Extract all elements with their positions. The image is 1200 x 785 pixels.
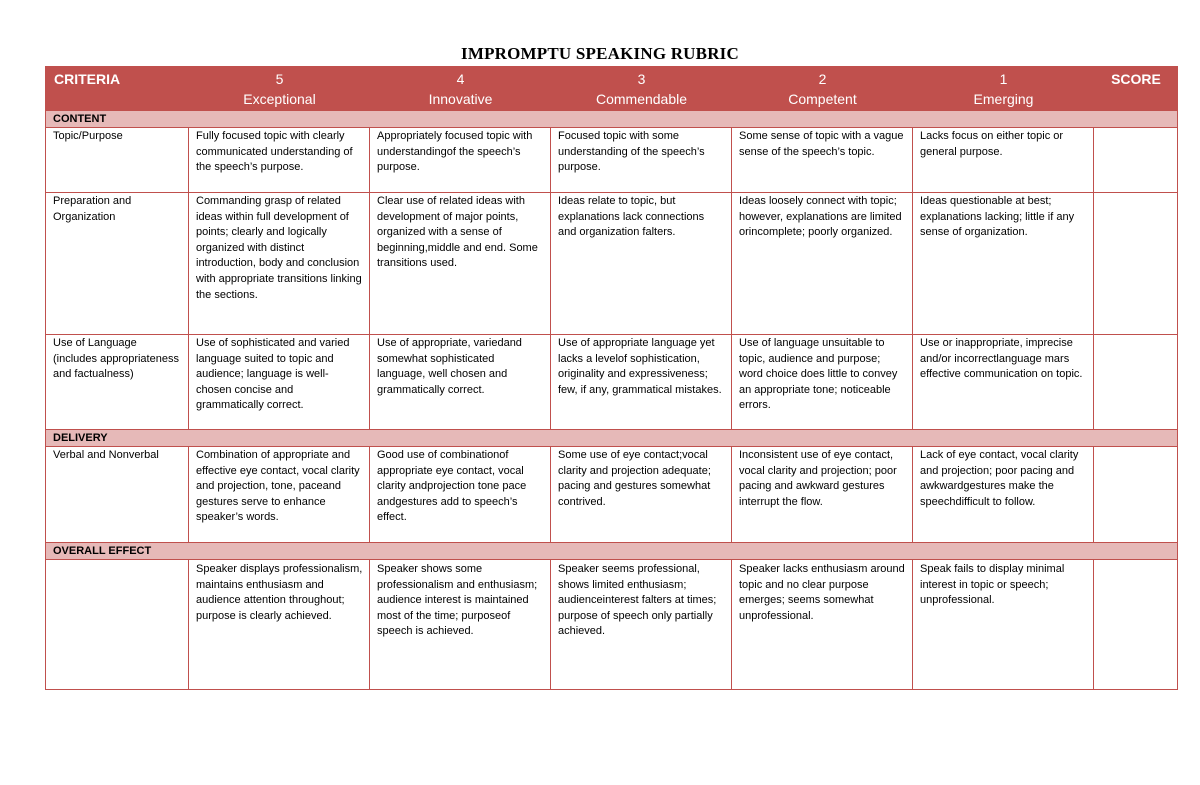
rubric-cell-level-4: Use of appropriate, variedand somewhat sophisticated language, well chosen and grammatically correct. — [370, 335, 551, 430]
header-row — [46, 67, 1178, 111]
rubric-cell-level-3: Focused topic with some understanding of the speech’s purpose. — [551, 128, 732, 193]
rubric-cell-level-1: Speak fails to display minimal interest in topic or speech; unprofessional. — [913, 560, 1094, 690]
criteria-cell: Preparation and Organization — [46, 193, 189, 335]
level-4-number: 4 — [456, 71, 465, 87]
rubric-cell-level-3: Ideas relate to topic, but explanations lack connections and organization falters. — [551, 193, 732, 335]
rubric-cell-level-1: Lack of eye contact, vocal clarity and projection; poor pacing and awkwardgestures make the speechdifficult to follow. — [913, 447, 1094, 543]
table-row-use-of-language — [46, 335, 1178, 430]
rubric-cell-level-5: Combination of appropriate and effective eye contact, vocal clarity and projection, tone, paceand gestures serve to enhance speaker’s words. — [189, 447, 370, 543]
criteria-header: CRITERIA — [46, 67, 189, 111]
section-label-delivery: DELIVERY — [46, 430, 1178, 447]
section-row-delivery — [46, 430, 1178, 447]
level-3-number: 3 — [637, 71, 646, 87]
level-1-name: Emerging — [973, 91, 1034, 107]
score-cell[interactable] — [1094, 193, 1178, 335]
rubric-cell-level-4: Appropriately focused topic with understandingof the speech’s purpose. — [370, 128, 551, 193]
score-cell[interactable] — [1094, 447, 1178, 543]
rubric-cell-level-2: Ideas loosely connect with topic; however, explanations are limited orincomplete; poorly organized. — [732, 193, 913, 335]
level-3-header — [551, 67, 732, 111]
rubric-cell-level-2: Some sense of topic with a vague sense of the speech’s topic. — [732, 128, 913, 193]
section-label-content: CONTENT — [46, 111, 1178, 128]
rubric-cell-level-1: Use or inappropriate, imprecise and/or incorrectlanguage mars effective communication on topic. — [913, 335, 1094, 430]
rubric-cell-level-2: Speaker lacks enthusiasm around topic and no clear purpose emerges; seems somewhat unprofessional. — [732, 560, 913, 690]
rubric-table — [45, 66, 1178, 690]
score-cell[interactable] — [1094, 335, 1178, 430]
level-1-number: 1 — [999, 71, 1008, 87]
level-5-number: 5 — [275, 71, 284, 87]
score-cell[interactable] — [1094, 128, 1178, 193]
section-row-overall-effect — [46, 543, 1178, 560]
level-2-number: 2 — [818, 71, 827, 87]
table-row-verbal-nonverbal — [46, 447, 1178, 543]
level-2-header — [732, 67, 913, 111]
criteria-cell: Topic/Purpose — [46, 128, 189, 193]
level-3-name: Commendable — [595, 91, 688, 107]
level-5-header — [189, 67, 370, 111]
rubric-cell-level-5: Commanding grasp of related ideas within full development of points; clearly and logically organized with distinct introduction, body and conclusion with appropriate transitions linking the sections. — [189, 193, 370, 335]
criteria-cell: Use of Language (includes appropriateness and factualness) — [46, 335, 189, 430]
table-row-overall-effect — [46, 560, 1178, 690]
level-1-header — [913, 67, 1094, 111]
section-row-content — [46, 111, 1178, 128]
level-5-name: Exceptional — [243, 91, 316, 107]
page-title: IMPROMPTU SPEAKING RUBRIC — [461, 44, 739, 63]
rubric-cell-level-3: Some use of eye contact;vocal clarity and projection adequate; pacing and gestures somewhat contrived. — [551, 447, 732, 543]
level-4-name: Innovative — [428, 91, 493, 107]
rubric-cell-level-5: Speaker displays professionalism, maintains enthusiasm and audience attention throughout; purpose is clearly achieved. — [189, 560, 370, 690]
level-4-header — [370, 67, 551, 111]
criteria-cell — [46, 560, 189, 690]
rubric-cell-level-5: Fully focused topic with clearly communicated understanding of the speech’s purpose. — [189, 128, 370, 193]
rubric-cell-level-4: Speaker shows some professionalism and enthusiasm; audience interest is maintained most of the time; purposeof speech is achieved. — [370, 560, 551, 690]
rubric-cell-level-2: Inconsistent use of eye contact, vocal clarity and projection; poor pacing and awkward gestures interrupt the flow. — [732, 447, 913, 543]
table-row-topic-purpose — [46, 128, 1178, 193]
rubric-cell-level-2: Use of language unsuitable to topic, audience and purpose; word choice does little to convey an appropriate tone; noticeable errors. — [732, 335, 913, 430]
level-2-name: Competent — [788, 91, 857, 107]
rubric-cell-level-4: Good use of combinationof appropriate eye contact, vocal clarity andprojection tone pace andgestures add to speech’s effect. — [370, 447, 551, 543]
rubric-cell-level-1: Lacks focus on either topic or general purpose. — [913, 128, 1094, 193]
table-row-preparation — [46, 193, 1178, 335]
section-label-overall-effect: OVERALL EFFECT — [46, 543, 1178, 560]
score-header: SCORE — [1094, 67, 1178, 111]
rubric-cell-level-5: Use of sophisticated and varied language suited to topic and audience; language is well-chosen concise and grammatically correct. — [189, 335, 370, 430]
score-cell[interactable] — [1094, 560, 1178, 690]
rubric-cell-level-3: Use of appropriate language yet lacks a levelof sophistication, originality and expressiveness; few, if any, grammatical mistakes. — [551, 335, 732, 430]
criteria-cell: Verbal and Nonverbal — [46, 447, 189, 543]
rubric-cell-level-1: Ideas questionable at best; explanations lacking; little if any sense of organization. — [913, 193, 1094, 335]
rubric-cell-level-4: Clear use of related ideas with development of major points, organized with a sense of beginning,middle and end. Some transitions used. — [370, 193, 551, 335]
rubric-cell-level-3: Speaker seems professional, shows limited enthusiasm; audienceinterest falters at times; purpose of speech only partially achieved. — [551, 560, 732, 690]
